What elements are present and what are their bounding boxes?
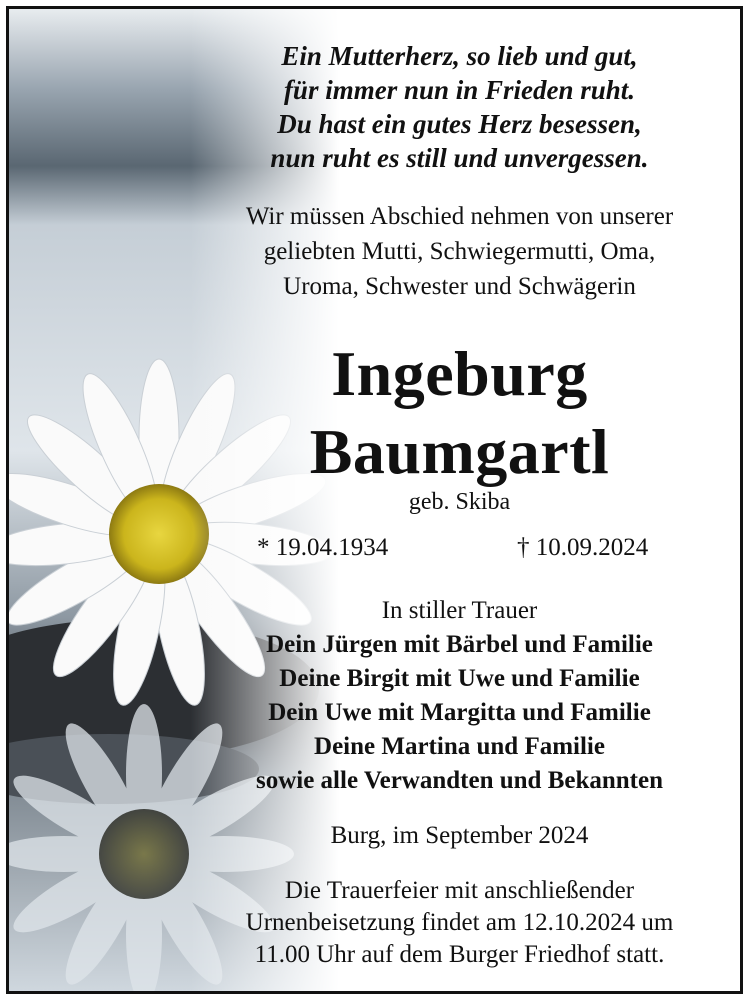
intro-line: Wir müssen Abschied nehmen von unserer: [245, 203, 674, 230]
death-date: † 10.09.2024: [517, 534, 649, 561]
mourner-family: Deine Martina und Familie: [314, 733, 605, 760]
service-line: 11.00 Uhr auf dem Burger Friedhof statt.: [254, 941, 665, 968]
birth-name: geb. Skiba: [408, 489, 511, 515]
service-line: Die Trauerfeier mit anschließender: [284, 877, 635, 904]
poem-line: Ein Mutterherz, so lieb und gut,: [281, 41, 638, 71]
birth-date: * 19.04.1934: [257, 534, 389, 561]
mourning-heading: In stiller Trauer: [381, 597, 538, 624]
mourner-family: Dein Jürgen mit Bärbel und Familie: [266, 631, 653, 658]
mourners: [179, 594, 740, 798]
intro-line: geliebten Mutti, Schwiegermutti, Oma,: [263, 238, 656, 265]
mourner-family: Dein Uwe mit Margitta und Familie: [268, 699, 651, 726]
poem-line: nun ruht es still und unvergessen.: [270, 143, 649, 173]
intro-line: Uroma, Schwester und Schwägerin: [283, 273, 636, 300]
poem-line: Du hast ein gutes Herz besessen,: [277, 109, 642, 139]
obituary-text: [179, 9, 740, 991]
poem: [179, 39, 740, 175]
farewell-intro: [179, 199, 740, 304]
service-line: Urnenbeisetzung findet am 12.10.2024 um: [245, 909, 674, 936]
service-info: [179, 875, 740, 971]
poem-line: für immer nun in Frieden ruht.: [283, 75, 636, 105]
last-name: Baumgartl: [309, 416, 610, 487]
deceased-name: [179, 335, 740, 491]
mourner-family: sowie alle Verwandten und Bekannten: [255, 767, 664, 794]
place-date: Burg, im September 2024: [330, 822, 589, 849]
obituary-frame: [6, 6, 743, 994]
mourner-family: Deine Birgit mit Uwe und Familie: [279, 665, 640, 692]
first-name: Ingeburg: [331, 338, 588, 409]
